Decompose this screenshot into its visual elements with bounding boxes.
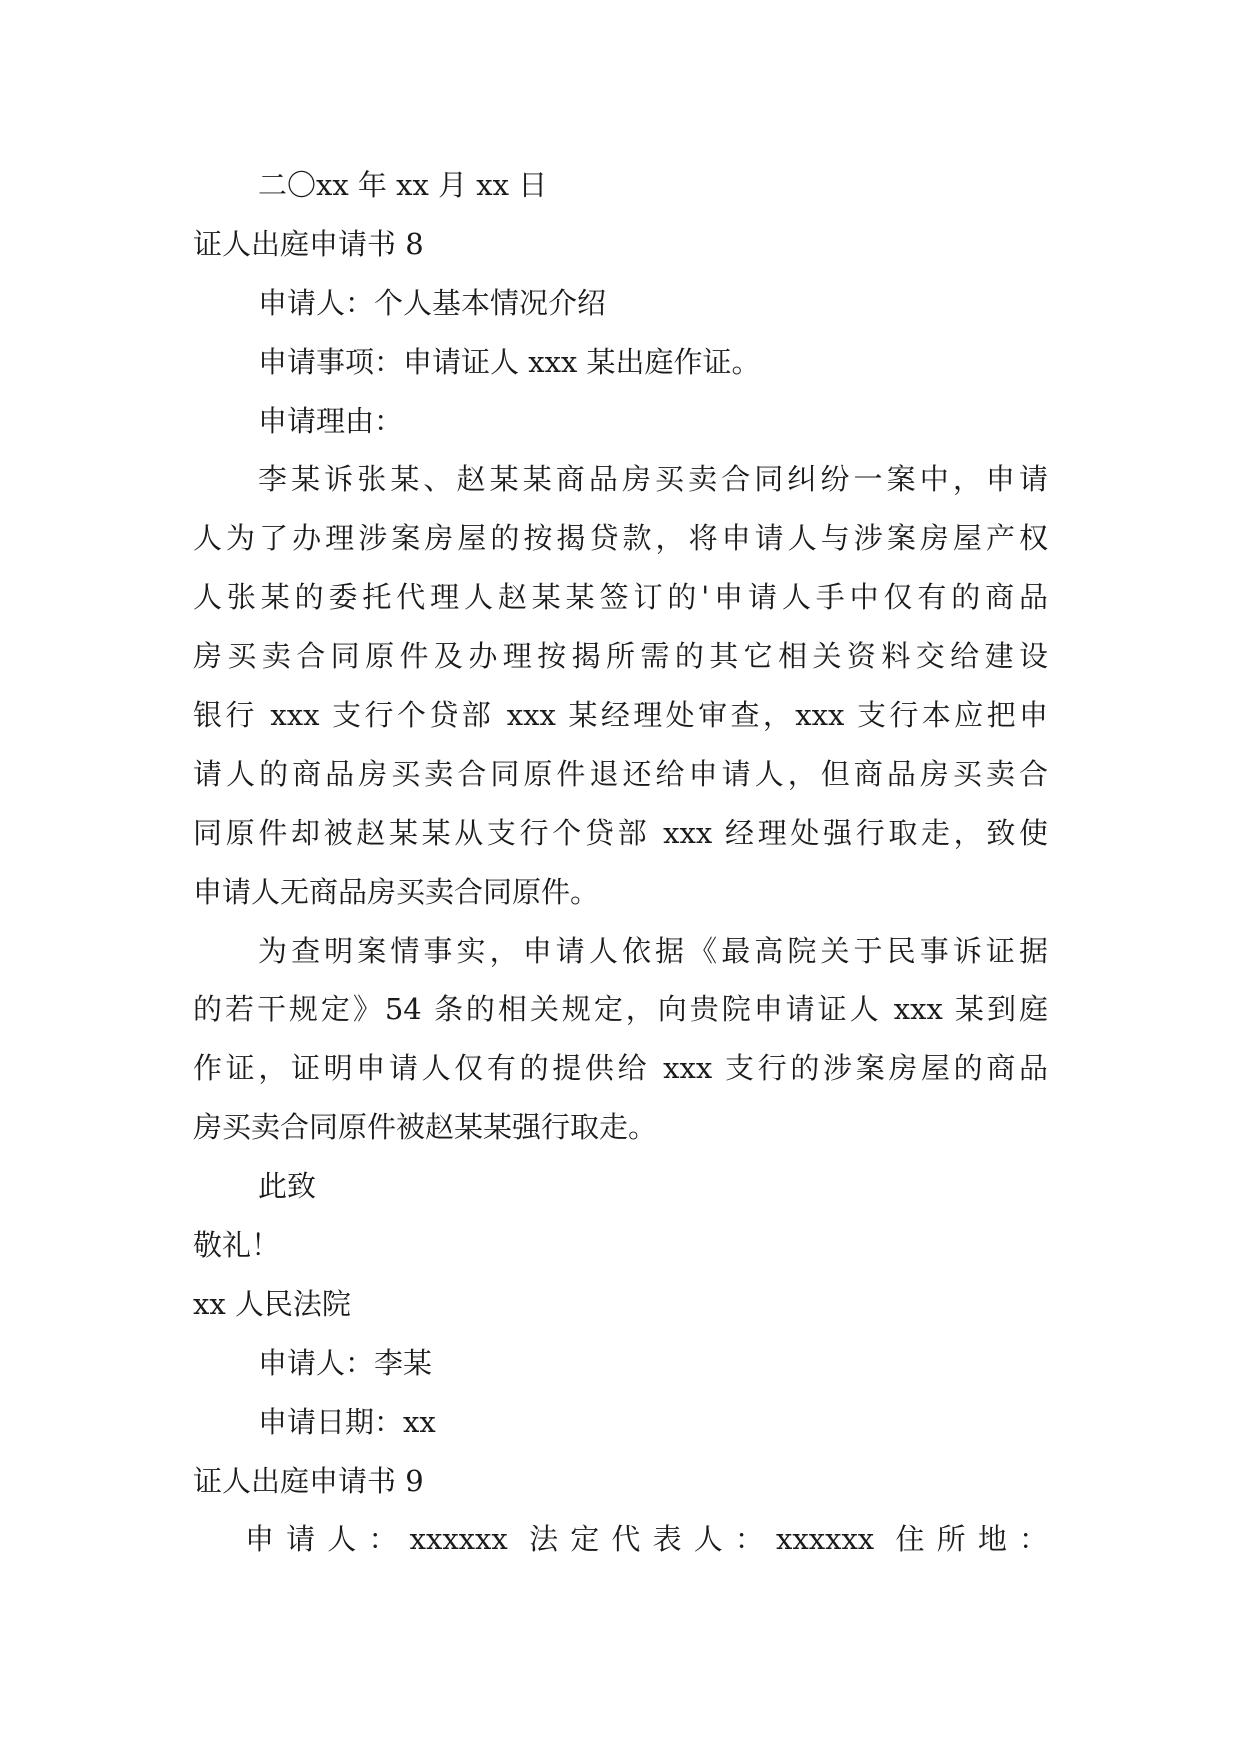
- paragraph-line: 同原件却被赵某某从支行个贷部 xxx 经理处强行取走，致使: [193, 815, 1048, 850]
- applicant-line: 申请人：个人基本情况介绍: [258, 285, 607, 320]
- application-matter-line: 申请事项：申请证人 xxx 某出庭作证。: [258, 344, 761, 379]
- paragraph-line: 房买卖合同原件及办理按揭所需的其它相关资料交给建设: [193, 639, 1048, 674]
- section-title-9: 证人出庭申请书 9: [193, 1463, 424, 1498]
- paragraph-line: 的若干规定》54 条的相关规定，向贵院申请证人 xxx 某到庭: [193, 992, 1048, 1027]
- section-title-8: 证人出庭申请书 8: [193, 226, 424, 261]
- reason-paragraph-2: [193, 922, 1048, 1158]
- date-line: 二〇xx 年 xx 月 xx 日: [258, 168, 548, 202]
- reason-label: 申请理由：: [258, 403, 404, 438]
- paragraph-line: 人张某的委托代理人赵某某签订的'申请人手中仅有的商品: [193, 580, 1048, 615]
- paragraph-line: 请人的商品房买卖合同原件退还给申请人，但商品房买卖合: [193, 756, 1048, 791]
- paragraph-line: 申请人无商品房买卖合同原件。: [193, 874, 600, 909]
- paragraph-line: 为查明案情事实，申请人依据《最高院关于民事诉证据: [258, 933, 1048, 968]
- closing-line: 此致: [258, 1169, 317, 1204]
- court-name: xx 人民法院: [193, 1286, 351, 1321]
- paragraph-line: 作证，证明申请人仅有的提供给 xxx 支行的涉案房屋的商品: [193, 1051, 1048, 1086]
- paragraph-line: 人为了办理涉案房屋的按揭贷款，将申请人与涉案房屋产权: [193, 521, 1048, 556]
- next-applicant-line: 申请人：xxxxxx 法定代表人：xxxxxx 住所地：: [245, 1522, 1048, 1557]
- document-body: [193, 156, 1048, 1569]
- paragraph-line: 房买卖合同原件被赵某某强行取走。: [193, 1110, 658, 1145]
- paragraph-line: 银行 xxx 支行个贷部 xxx 某经理处审查，xxx 支行本应把申: [193, 698, 1048, 733]
- signer-line: 申请人：李某: [258, 1345, 433, 1380]
- sign-date-line: 申请日期：xx: [258, 1404, 436, 1439]
- salutation-line: 敬礼！: [193, 1228, 281, 1263]
- paragraph-line: 李某诉张某、赵某某商品房买卖合同纠纷一案中，申请: [258, 462, 1048, 497]
- reason-paragraph-1: [193, 450, 1048, 921]
